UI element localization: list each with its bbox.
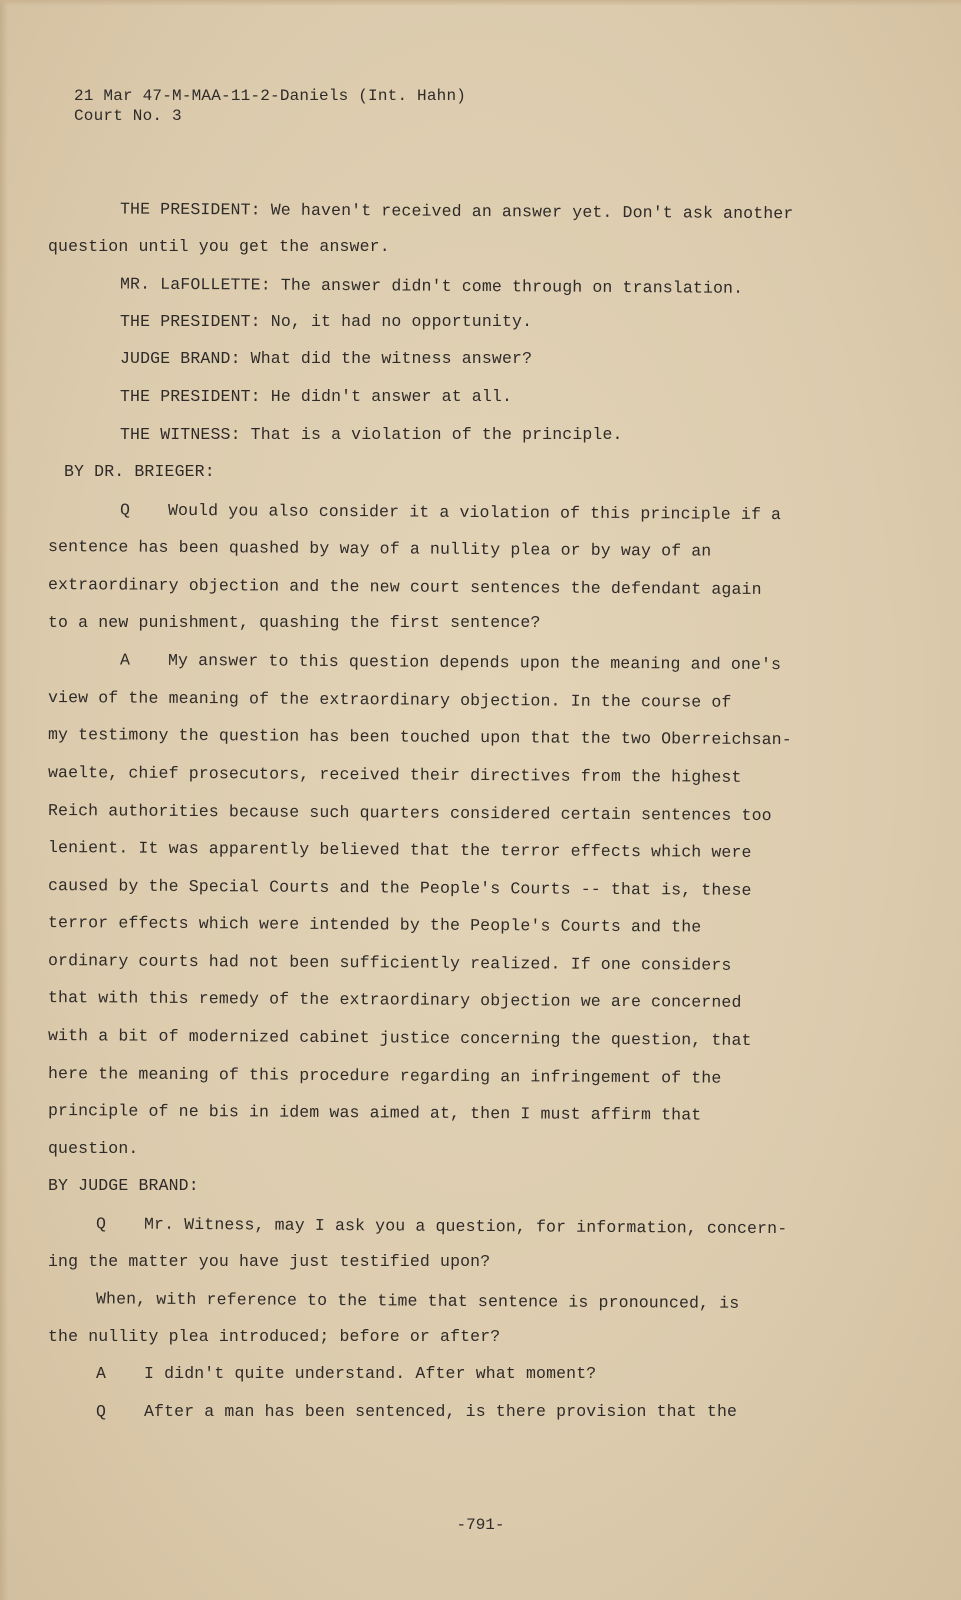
answer-text: My answer to this question depends upon the meaning and one's	[167, 650, 782, 675]
transcript-line: that with this remedy of the extraordinary objection we are concerned	[47, 988, 742, 1013]
transcript-line: ordinary courts had not been sufficiently realized. If one considers	[47, 950, 732, 975]
examiner-heading: BY DR. BRIEGER:	[64, 462, 215, 482]
transcript-line: to a new punishment, quashing the first sentence?	[48, 612, 541, 632]
paper-edge-left	[0, 0, 8, 1600]
paper-edge-top	[0, 0, 961, 6]
question-marker: Q	[96, 1402, 107, 1421]
question-line	[48, 1205, 908, 1249]
question-marker: Q	[95, 1214, 107, 1234]
transcript-line: lenient. It was apparently believed that the terror effects which were	[47, 838, 752, 863]
transcript-line: waelte, chief prosecutors, received their directives from the highest	[47, 762, 742, 787]
transcript-line: JUDGE BRAND: What did the witness answer?	[120, 349, 533, 369]
transcript-body	[48, 190, 908, 1431]
answer-line	[48, 1355, 908, 1393]
transcript-line: principle of ne bis in idem was aimed at, then I must affirm that	[47, 1101, 702, 1125]
question-text: After a man has been sentenced, is there provision that the	[144, 1402, 738, 1421]
transcript-line: my testimony the question has been touched upon that the two Oberreichsan-	[47, 725, 792, 750]
examiner-heading: BY JUDGE BRAND:	[48, 1176, 199, 1196]
document-header	[74, 86, 466, 126]
transcript-line: THE PRESIDENT: He didn't answer at all.	[120, 386, 513, 406]
transcript-line: view of the meaning of the extraordinary objection. In the course of	[47, 687, 732, 712]
transcript-line: sentence has been quashed by way of a nullity plea or by way of an	[47, 537, 712, 561]
transcript-line: question until you get the answer.	[48, 236, 390, 256]
question-marker: Q	[119, 500, 131, 520]
transcript-line: THE PRESIDENT: We haven't received an answer yet. Don't ask another	[119, 199, 794, 224]
question-text: Would you also consider it a violation of this principle if a	[167, 500, 782, 524]
transcript-line: extraordinary objection and the new court sentences the defendant again	[47, 574, 762, 599]
transcript-line: terror effects which were intended by the People's Courts and the	[47, 913, 702, 937]
question-text: Mr. Witness, may I ask you a question, for information, concern-	[143, 1214, 788, 1239]
transcript-line: THE PRESIDENT: No, it had no opportunity.	[120, 311, 533, 331]
transcript-line: ing the matter you have just testified upon?	[48, 1251, 491, 1271]
page-number: -791-	[456, 1516, 505, 1534]
question-line	[48, 1393, 908, 1431]
transcript-line: question.	[48, 1138, 139, 1158]
transcript-line: with a bit of modernized cabinet justice concerning the question, that	[47, 1026, 752, 1050]
transcript-line: here the meaning of this procedure regarding an infringement of the	[47, 1063, 722, 1088]
transcript-line: the nullity plea introduced; before or after?	[48, 1326, 501, 1346]
transcript-line: Reich authorities because such quarters considered certain sentences too	[47, 800, 772, 825]
answer-line	[48, 641, 908, 685]
transcript-line: When, with reference to the time that sentence is pronounced, is	[95, 1289, 740, 1314]
transcript-line: THE WITNESS: That is a violation of the principle.	[120, 424, 623, 444]
answer-marker: A	[119, 650, 131, 670]
header-court: Court No. 3	[74, 107, 182, 125]
answer-text: I didn't quite understand. After what moment?	[144, 1364, 597, 1384]
question-line	[48, 491, 908, 535]
header-reference: 21 Mar 47-M-MAA-11-2-Daniels (Int. Hahn)	[74, 87, 467, 105]
answer-marker: A	[96, 1364, 107, 1384]
transcript-line: caused by the Special Courts and the People's Courts -- that is, these	[47, 875, 752, 900]
transcript-line: MR. LaFOLLETTE: The answer didn't come through on translation.	[119, 274, 744, 299]
